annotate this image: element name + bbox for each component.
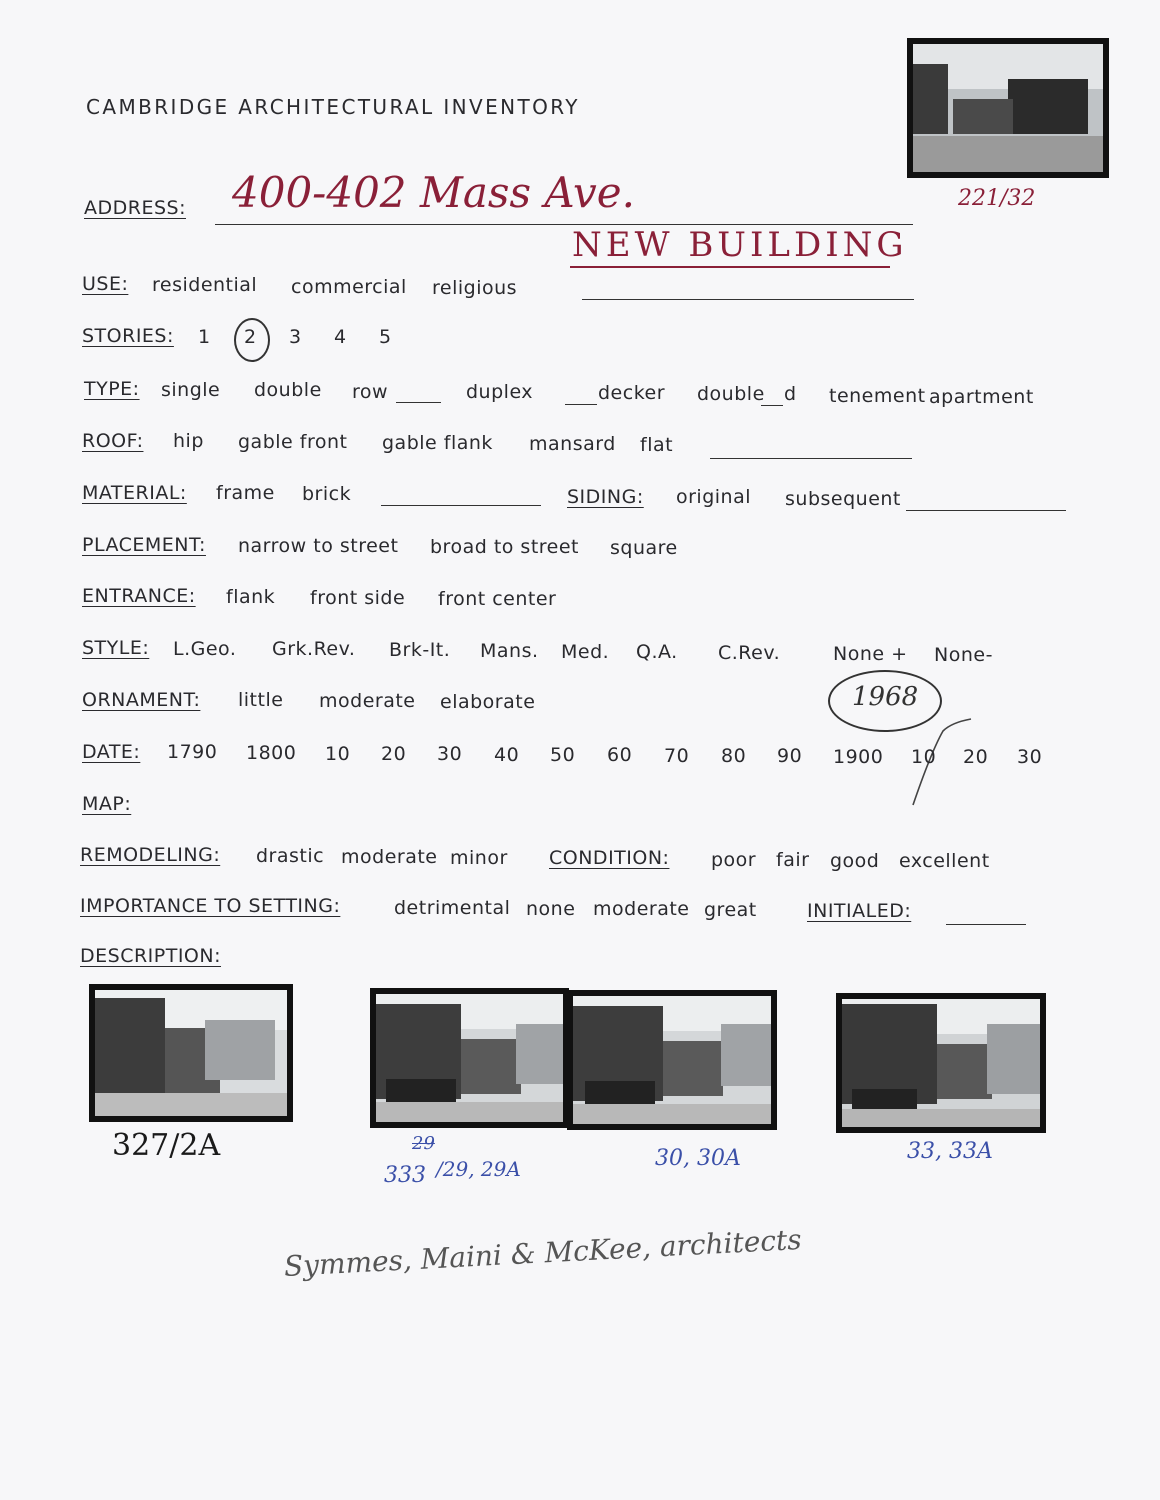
stories-2: 2 bbox=[244, 326, 257, 348]
siding-original: original bbox=[676, 486, 752, 508]
ornament-moderate: moderate bbox=[319, 690, 416, 712]
caption-photo-2-frames: /29, 29A bbox=[436, 1157, 521, 1181]
date-1930: 30 bbox=[1017, 746, 1043, 768]
use-other-line bbox=[582, 299, 914, 300]
date-10: 10 bbox=[325, 743, 351, 765]
siding-label: SIDING: bbox=[567, 486, 644, 508]
remodeling-moderate: moderate bbox=[341, 846, 438, 868]
address-value: 400-402 Mass Ave. bbox=[232, 168, 635, 217]
type-row: row bbox=[352, 381, 389, 403]
ornament-elaborate: elaborate bbox=[440, 691, 536, 713]
placement-narrow: narrow to street bbox=[238, 535, 399, 557]
material-label: MATERIAL: bbox=[82, 482, 187, 504]
condition-excellent: excellent bbox=[899, 850, 990, 872]
placement-label: PLACEMENT: bbox=[82, 534, 206, 556]
entrance-flank: flank bbox=[226, 586, 276, 608]
remodeling-label: REMODELING: bbox=[80, 844, 221, 866]
caption-photo-2-crossed: 29 bbox=[412, 1133, 435, 1154]
stories-5: 5 bbox=[379, 326, 392, 348]
building-photo-4 bbox=[836, 993, 1046, 1133]
new-building-note: NEW BUILDING bbox=[572, 225, 908, 265]
stories-4: 4 bbox=[334, 326, 347, 348]
type-decker: decker bbox=[598, 382, 666, 404]
description-label: DESCRIPTION: bbox=[80, 945, 222, 967]
address-label: ADDRESS: bbox=[84, 197, 186, 219]
importance-detrimental: detrimental bbox=[394, 897, 511, 919]
roof-hip: hip bbox=[173, 430, 204, 452]
remodeling-drastic: drastic bbox=[256, 845, 325, 867]
use-commercial: commercial bbox=[291, 276, 407, 298]
initialed-line bbox=[946, 924, 1026, 925]
style-none-plus: None + bbox=[833, 643, 908, 665]
style-none-minus: None- bbox=[934, 644, 993, 666]
stories-selected-circle bbox=[234, 318, 270, 362]
date-20: 20 bbox=[381, 743, 407, 765]
roof-label: ROOF: bbox=[82, 430, 144, 452]
importance-moderate: moderate bbox=[593, 898, 690, 920]
stories-3: 3 bbox=[289, 326, 302, 348]
style-med: Med. bbox=[561, 641, 610, 663]
entrance-front-center: front center bbox=[438, 588, 557, 610]
condition-label: CONDITION: bbox=[549, 847, 670, 869]
caption-photo-2-roll: 333 bbox=[384, 1163, 426, 1188]
photo-reference: 221/32 bbox=[958, 186, 1036, 211]
date-50: 50 bbox=[550, 744, 576, 766]
caption-photo-1: 327/2A bbox=[112, 1128, 221, 1163]
type-row-blank bbox=[396, 402, 441, 403]
entrance-label: ENTRANCE: bbox=[82, 585, 196, 607]
style-crev: C.Rev. bbox=[718, 642, 781, 664]
importance-great: great bbox=[704, 899, 757, 921]
date-80: 80 bbox=[721, 745, 747, 767]
material-brick: brick bbox=[302, 483, 352, 505]
architects-note: Symmes, Maini & McKee, architects bbox=[283, 1222, 803, 1283]
importance-none: none bbox=[526, 898, 576, 920]
ornament-label: ORNAMENT: bbox=[82, 689, 201, 711]
building-photo-3 bbox=[567, 990, 777, 1130]
roof-gable-flank: gable flank bbox=[382, 432, 493, 454]
condition-fair: fair bbox=[776, 849, 810, 871]
date-1900: 1900 bbox=[833, 746, 884, 768]
entrance-front-side: front side bbox=[310, 587, 406, 609]
date-1790: 1790 bbox=[167, 741, 218, 763]
type-apartment: apartment bbox=[929, 386, 1034, 408]
condition-good: good bbox=[830, 850, 880, 872]
placement-broad: broad to street bbox=[430, 536, 580, 558]
type-double-d: double bbox=[697, 383, 765, 405]
style-mans: Mans. bbox=[480, 640, 539, 662]
roof-gable-front: gable front bbox=[238, 431, 348, 453]
date-90: 90 bbox=[777, 745, 803, 767]
form-title: CAMBRIDGE ARCHITECTURAL INVENTORY bbox=[86, 95, 580, 119]
type-double-d-blank bbox=[761, 405, 783, 406]
style-lgeo: L.Geo. bbox=[173, 638, 237, 660]
roof-other-line bbox=[710, 458, 912, 459]
importance-label: IMPORTANCE TO SETTING: bbox=[80, 895, 341, 917]
material-other-line bbox=[381, 505, 541, 506]
type-duplex: duplex bbox=[466, 381, 534, 403]
type-label: TYPE: bbox=[84, 378, 140, 400]
siding-other-line bbox=[906, 510, 1066, 511]
condition-poor: poor bbox=[711, 849, 757, 871]
style-label: STYLE: bbox=[82, 637, 150, 659]
use-religious: religious bbox=[432, 277, 518, 299]
date-30: 30 bbox=[437, 743, 463, 765]
siding-subsequent: subsequent bbox=[785, 488, 901, 510]
building-photo-2 bbox=[370, 988, 569, 1128]
new-building-underline bbox=[570, 266, 890, 268]
caption-photo-4: 33, 33A bbox=[907, 1139, 993, 1164]
type-decker-blank bbox=[565, 404, 597, 405]
date-70: 70 bbox=[664, 745, 690, 767]
type-double: double bbox=[254, 379, 322, 401]
stories-label: STORIES: bbox=[82, 325, 174, 347]
remodeling-minor: minor bbox=[450, 847, 508, 869]
type-d: d bbox=[784, 383, 797, 405]
building-photo-main bbox=[907, 38, 1109, 178]
caption-photo-3: 30, 30A bbox=[655, 1146, 741, 1171]
date-1920: 20 bbox=[963, 746, 989, 768]
initialed-label: INITIALED: bbox=[807, 900, 912, 922]
building-photo-1 bbox=[89, 984, 293, 1122]
ornament-little: little bbox=[238, 689, 284, 711]
use-label: USE: bbox=[82, 273, 129, 295]
date-1910: 10 bbox=[911, 746, 937, 768]
date-label: DATE: bbox=[82, 741, 141, 763]
date-1800: 1800 bbox=[246, 742, 297, 764]
use-residential: residential bbox=[152, 274, 258, 296]
stories-1: 1 bbox=[198, 326, 211, 348]
style-grkrev: Grk.Rev. bbox=[272, 638, 356, 660]
material-frame: frame bbox=[216, 482, 275, 504]
style-brkit: Brk-It. bbox=[389, 639, 451, 661]
date-40: 40 bbox=[494, 744, 520, 766]
style-qa: Q.A. bbox=[636, 641, 678, 663]
type-tenement: tenement bbox=[829, 385, 926, 407]
date-handwritten: 1968 bbox=[852, 682, 919, 712]
placement-square: square bbox=[610, 537, 678, 559]
type-single: single bbox=[161, 379, 221, 401]
roof-flat: flat bbox=[640, 434, 674, 456]
roof-mansard: mansard bbox=[529, 433, 616, 455]
date-60: 60 bbox=[607, 744, 633, 766]
map-label: MAP: bbox=[82, 793, 132, 815]
